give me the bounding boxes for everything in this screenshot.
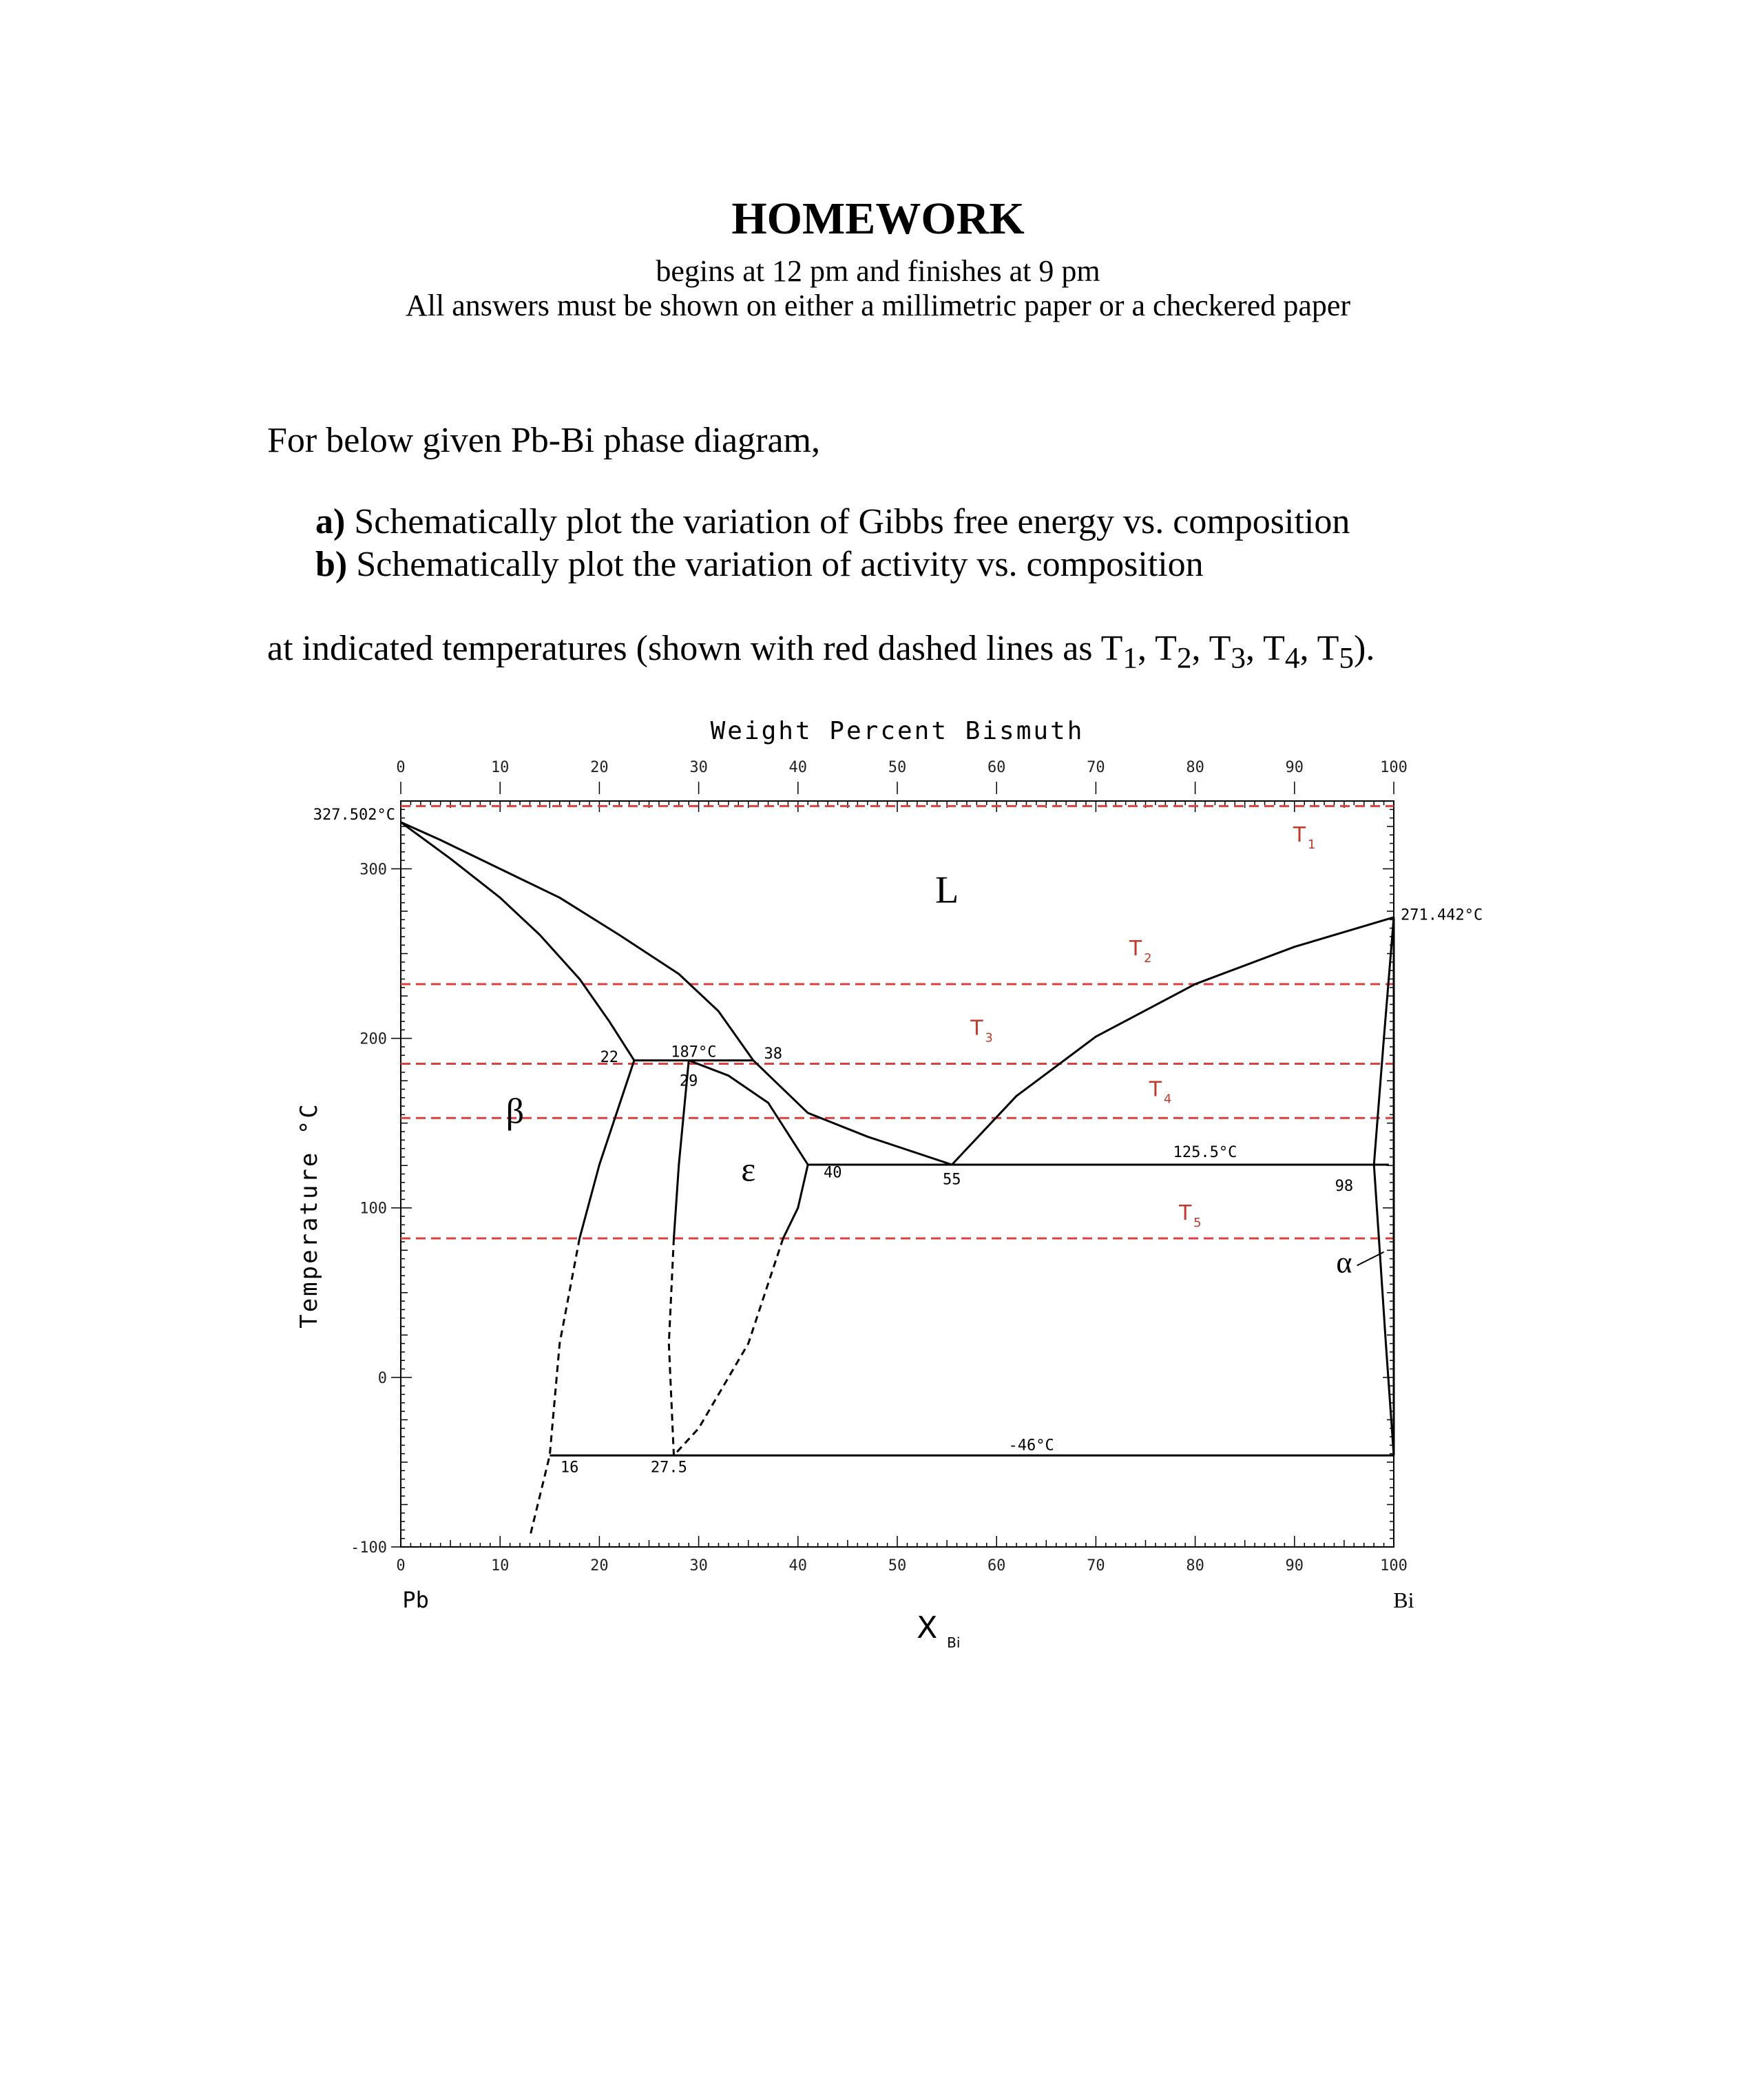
phase-boundary-solidus-beta [401,822,634,1061]
top-tick-label: 90 [1285,759,1304,776]
top-tick-label: 20 [590,759,609,776]
x-tick-label: 40 [788,1557,808,1574]
melting-point-pb-label: 327.502°C [313,806,395,824]
element-bi-label: Bi [1393,1588,1414,1612]
y-tick-label: -100 [351,1539,387,1557]
phase-label: β [505,1092,525,1132]
invariant-label: -46°C [1008,1437,1054,1455]
task-text-b: Schematically plot the variation of activity vs. composition [356,545,1204,584]
document-title: HOMEWORK [731,194,1025,244]
x-tick-label: 10 [490,1557,510,1574]
x-tick-label: 90 [1285,1557,1304,1574]
closing-t2: $T_2$ [1155,629,1192,675]
x-tick-label: 70 [1087,1557,1105,1574]
task-text-a: Schematically plot the variation of Gibbs free energy vs. composition [354,502,1350,541]
phase-boundary-liquidus-bi [952,917,1394,1165]
closing-t5: $T_5$ [1317,629,1355,675]
composition-label: 29 [679,1072,698,1090]
composition-label: 38 [764,1046,782,1063]
phase-label: ε [741,1150,756,1189]
phase-boundary-eps-right-low [674,1238,784,1455]
temperature-label-t1: T [1293,823,1306,848]
x-tick-label: 50 [888,1557,907,1574]
x-tick-label: 60 [987,1557,1006,1574]
melting-point-bi-label: 271.442°C [1401,906,1483,924]
phase-boundary-beta-solvus-low [530,1238,580,1537]
task-marker-b: b) [315,545,348,584]
phase-boundary-eps-left-low [669,1238,673,1455]
phase-boundary-eps-right [783,1165,808,1238]
top-tick-label: 70 [1087,759,1105,776]
closing-text: at indicated temperatures (shown with red dashed lines as $T_1$, $T_2$, $T_3$, $T_4$, $T_5$). [267,629,1375,675]
composition-label: 55 [943,1171,961,1189]
phase-boundary-alpha-solidus [1374,917,1394,1455]
temperature-label-sub-t1: 1 [1308,838,1316,853]
composition-label: 98 [1335,1178,1354,1196]
closing-suffix: ). [1354,629,1375,668]
closing-t1: $T_1$ [1100,629,1138,675]
top-tick-label: 80 [1186,759,1204,776]
phase-boundary-eps-top [689,1061,808,1165]
phase-boundary-beta-solvus [580,1061,634,1238]
x-axis-label-sub: Bi [947,1634,961,1651]
top-tick-label: 10 [490,759,510,776]
top-tick-label: 100 [1380,759,1408,776]
y-axis-label: Temperature °C [295,1102,323,1329]
temperature-label-sub-t5: 5 [1193,1215,1202,1230]
subtitle-schedule: begins at 12 pm and finishes at 9 pm [656,254,1100,288]
temperature-label-t4: T [1149,1077,1162,1102]
phase-label: α [1336,1245,1352,1280]
top-tick-label: 50 [888,759,907,776]
task-marker-a: a) [315,502,346,541]
chart-title: Weight Percent Bismuth [710,717,1085,745]
phase-label: L [934,869,959,912]
y-tick-label: 0 [377,1369,387,1387]
temperature-label-sub-t4: 4 [1163,1092,1172,1107]
x-tick-label: 20 [590,1557,609,1574]
temperature-label-t5: T [1179,1200,1192,1225]
top-tick-label: 60 [987,759,1006,776]
x-axis-label: X [917,1610,938,1645]
temperature-label-sub-t2: 2 [1144,950,1152,966]
composition-label: 22 [600,1049,619,1067]
top-tick-label: 0 [396,759,406,776]
composition-label: 27.5 [650,1459,687,1477]
phase-boundary-liquidus-pb [401,822,952,1165]
composition-label: 16 [560,1459,579,1477]
composition-label: 40 [824,1164,842,1182]
closing-t4: $T_4$ [1263,629,1300,675]
temperature-label-t2: T [1129,936,1142,961]
x-tick-label: 30 [689,1557,708,1574]
element-pb-label: Pb [402,1587,429,1613]
x-tick-label: 0 [396,1557,406,1574]
x-tick-label: 100 [1380,1557,1408,1574]
intro-text: For below given Pb-Bi phase diagram, [267,421,820,460]
subtitle-paper-instructions: All answers must be shown on either a millimetric paper or a checkered paper [405,289,1351,322]
top-tick-label: 30 [689,759,708,776]
invariant-label: 125.5°C [1173,1143,1237,1161]
invariant-label: 187°C [671,1043,717,1061]
temperature-label-t3: T [970,1016,983,1041]
x-tick-label: 80 [1186,1557,1204,1574]
plot-frame [401,801,1394,1547]
y-tick-label: 200 [359,1030,387,1048]
closing-t3: $T_3$ [1209,629,1246,675]
top-tick-label: 40 [788,759,808,776]
temperature-label-sub-t3: 3 [985,1030,993,1046]
y-tick-label: 100 [359,1200,387,1218]
closing-prefix: at indicated temperatures (shown with red dashed lines as [267,629,1101,668]
y-tick-label: 300 [359,861,387,879]
